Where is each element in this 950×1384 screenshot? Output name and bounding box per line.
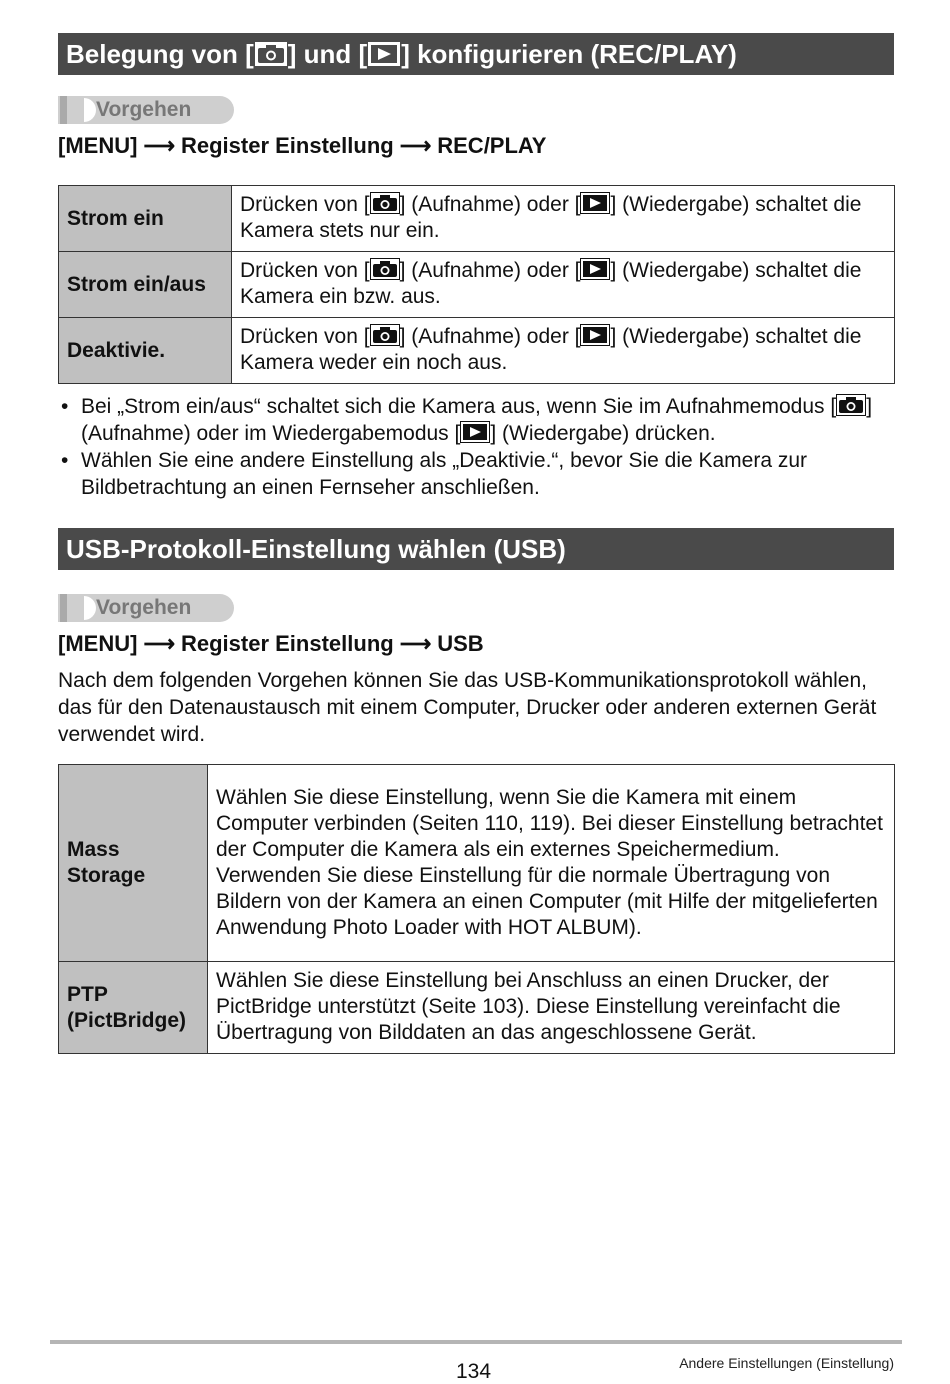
table-row xyxy=(59,318,895,384)
menu-path-menu: [MENU] xyxy=(58,631,138,656)
menu-path-step1: Register Einstellung xyxy=(180,133,394,158)
procedure-tab xyxy=(58,594,234,622)
table-row xyxy=(59,962,895,1054)
page-number: 134 xyxy=(456,1360,492,1383)
procedure-label: Vorgehen xyxy=(96,596,192,619)
play-icon xyxy=(580,258,610,280)
procedure-tab-notch xyxy=(72,98,96,122)
procedure-tab xyxy=(58,96,234,124)
procedure-tab-bar xyxy=(60,594,67,622)
footer-section-name: Andere Einstellungen (Einstellung) xyxy=(679,1355,894,1371)
camera-icon xyxy=(370,192,400,214)
section-title-text-3: ] konfigurieren (REC/PLAY) xyxy=(401,39,737,69)
arrow-right-icon: ⟶ xyxy=(143,133,175,158)
option-name-line: (PictBridge) xyxy=(67,1008,187,1032)
play-icon xyxy=(367,41,401,67)
note-text: Bei „Strom ein/aus“ schaltet sich die Kamera aus, wenn Sie im Aufnahmemodus [ xyxy=(81,395,837,418)
arrow-right-icon: ⟶ xyxy=(143,631,175,656)
camera-icon xyxy=(370,258,400,280)
menu-path xyxy=(58,133,546,159)
note-item: • Wählen Sie eine andere Einstellung als „Deaktivie.“, bevor Sie die Kamera zur Bildbetrachtung an einen Fernseher anschließen. xyxy=(58,447,888,501)
usb-options-table xyxy=(58,764,895,1054)
desc-text: ] (Wiedergabe) schaltet die Kamera ein bzw. aus. xyxy=(240,259,862,308)
option-name xyxy=(59,962,208,1054)
option-description xyxy=(232,252,895,318)
desc-text: ] (Aufnahme) oder [ xyxy=(399,259,581,282)
desc-text: Drücken von [ xyxy=(240,193,370,216)
desc-text: ] (Aufnahme) oder [ xyxy=(399,325,581,348)
option-description: Wählen Sie diese Einstellung bei Anschluss an einen Drucker, der PictBridge unterstützt (Seite 103). Diese Einstellung vereinfacht die Übertragung von Bilddaten an das angeschlossene Gerät. xyxy=(208,962,895,1054)
arrow-right-icon: ⟶ xyxy=(399,133,432,158)
notes-list xyxy=(58,393,888,501)
table-row xyxy=(59,765,895,962)
section-title-rec-play xyxy=(58,33,894,75)
option-name: Deaktivie. xyxy=(59,318,232,384)
option-name: Strom ein/aus xyxy=(59,252,232,318)
play-icon xyxy=(580,324,610,346)
rec-play-options-table xyxy=(58,185,895,384)
option-name-line: Storage xyxy=(67,864,146,887)
table-row xyxy=(59,252,895,318)
desc-text: Drücken von [ xyxy=(240,325,370,348)
note-item xyxy=(58,393,888,447)
section-title-text-1: Belegung von [ xyxy=(66,39,254,69)
arrow-right-icon: ⟶ xyxy=(399,631,432,656)
option-name: Strom ein xyxy=(59,186,232,252)
note-text: ] (Wiedergabe) drücken. xyxy=(490,422,716,445)
option-name-line: PTP xyxy=(67,982,108,1006)
footer-divider xyxy=(50,1340,902,1344)
note-text: ] (Aufnahme) oder im Wiedergabemodus [ xyxy=(81,395,873,445)
menu-path-step1: Register Einstellung xyxy=(180,631,394,656)
table-row xyxy=(59,186,895,252)
usb-intro-paragraph: Nach dem folgenden Vorgehen können Sie das USB-Kommunikationsprotokoll wählen, das für den Datenaustausch mit einem Computer, Drucker oder anderen externen Gerät verwendet wird. xyxy=(58,669,877,746)
camera-icon xyxy=(254,41,288,67)
section-title-text-2: ] und [ xyxy=(287,39,368,69)
menu-path-menu: [MENU] xyxy=(58,133,138,158)
desc-text: ] (Aufnahme) oder [ xyxy=(399,193,581,216)
procedure-tab-bar xyxy=(60,96,67,124)
camera-icon xyxy=(370,324,400,346)
desc-text: ] (Wiedergabe) schaltet die Kamera stets nur ein. xyxy=(240,193,862,242)
procedure-tab-notch xyxy=(72,596,96,620)
desc-text: Drücken von [ xyxy=(240,259,370,282)
play-icon xyxy=(460,421,490,443)
menu-path-step2: USB xyxy=(437,631,484,656)
option-description xyxy=(232,318,895,384)
menu-path xyxy=(58,631,484,657)
option-name xyxy=(59,765,208,962)
option-description xyxy=(232,186,895,252)
camera-icon xyxy=(836,394,866,416)
desc-text: ] (Wiedergabe) schaltet die Kamera weder ein noch aus. xyxy=(240,325,862,374)
option-name-line: Mass xyxy=(67,838,120,861)
menu-path-step2: REC/PLAY xyxy=(437,133,547,158)
section-title-usb: USB-Protokoll-Einstellung wählen (USB) xyxy=(58,528,894,570)
play-icon xyxy=(580,192,610,214)
procedure-label: Vorgehen xyxy=(96,98,192,121)
option-description: Wählen Sie diese Einstellung, wenn Sie die Kamera mit einem Computer verbinden (Seiten 110, 119). Bei dieser Einstellung betrachtet der Computer die Kamera als ein externes Speichermedium. Verwenden Sie diese Einstellung für die normale Übertragung von Bildern von der Kamera an einen Computer (mit Hilfe der mitgelieferten Anwendung Photo Loader with HOT ALBUM). xyxy=(208,765,895,962)
